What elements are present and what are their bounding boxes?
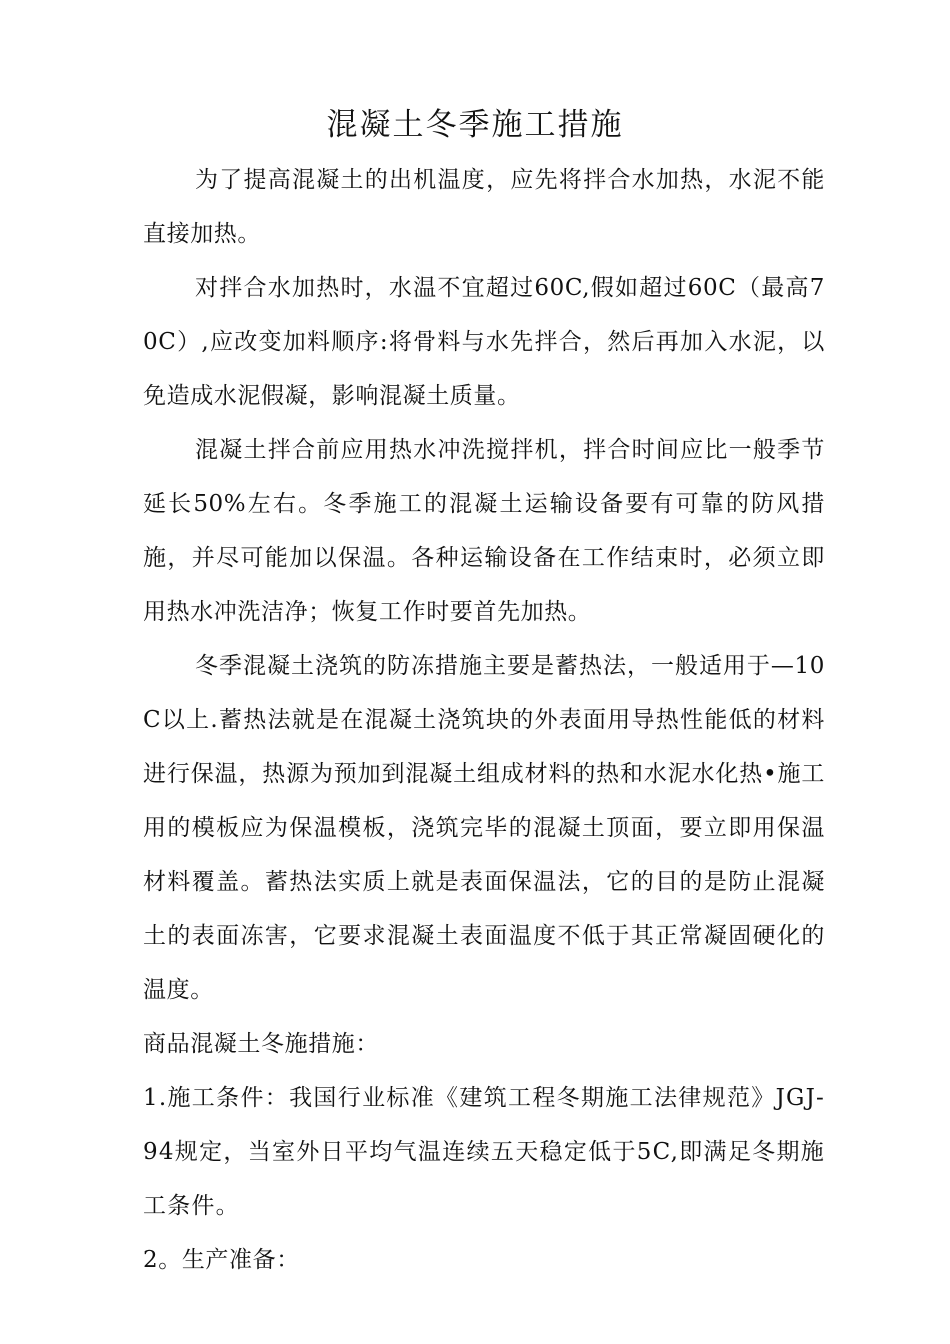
paragraph-water-heating: 为了提高混凝土的出机温度，应先将拌合水加热，水泥不能直接加热。	[143, 167, 825, 247]
paragraph-commercial-concrete-heading: 商品混凝土冬施措施：	[143, 1031, 379, 1057]
paragraph-water-temperature: 对拌合水加热时，水温不宜超过60C,假如超过60C（最高70C）,应改变加料顺序:将骨料与水先拌合，然后再加入水泥，以免造成水泥假凝，影响混凝土质量。	[143, 275, 825, 409]
document-title: 混凝土冬季施工措施	[326, 107, 624, 143]
paragraph-production-preparation: 2。生产准备：	[143, 1247, 300, 1273]
document-body	[143, 153, 825, 1287]
paragraph-mixer-transport: 混凝土拌合前应用热水冲洗搅拌机，拌合时间应比一般季节延长50%左右。冬季施工的混凝土运输设备要有可靠的防风措施，并尽可能加以保温。各种运输设备在工作结束时，必须立即用热水冲洗洁净；恢复工作时要首先加热。	[143, 437, 825, 625]
paragraph-heat-storage-method: 冬季混凝土浇筑的防冻措施主要是蓄热法，一般适用于—10C以上.蓄热法就是在混凝土浇筑块的外表面用导热性能低的材料进行保温，热源为预加到混凝土组成材料的热和水泥水化热•施工用的模板应为保温模板，浇筑完毕的混凝土顶面，要立即用保温材料覆盖。蓄热法实质上就是表面保温法，它的目的是防止混凝土的表面冻害，它要求混凝土表面温度不低于其正常凝固硬化的温度。	[143, 653, 825, 1003]
paragraph-construction-conditions: 1.施工条件：我国行业标准《建筑工程冬期施工法律规范》JGJ-94规定，当室外日平均气温连续五天稳定低于5C,即满足冬期施工条件。	[143, 1085, 825, 1219]
